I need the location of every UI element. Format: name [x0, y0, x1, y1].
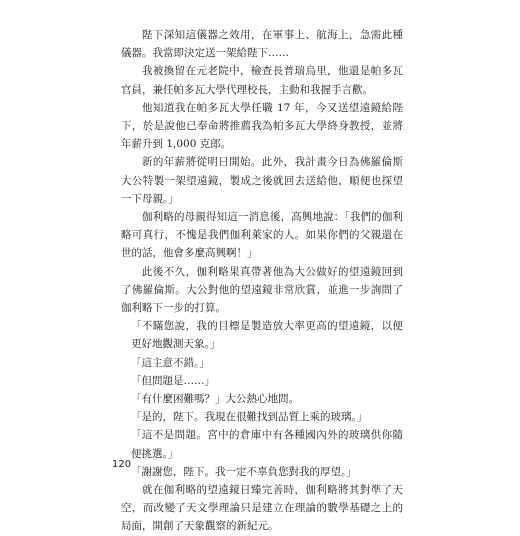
dialog-line: 「不瞞您說，我的目標是製造放大率更高的望遠鏡，以便更好地觀測天象。」	[131, 320, 403, 351]
paragraph: 新的年薪將從明日開始。此外，我計畫今日為佛羅倫斯大公特製一架望遠鏡，製成之後就回去送給他，順便也探望一下母親。」	[121, 156, 403, 205]
text-body	[121, 26, 403, 536]
paragraph: 陛下深知這儀器之效用，在軍事上、航海上，急需此種儀器。我當即決定送一架給陛下……	[121, 29, 403, 60]
paragraph: 伽利略的母親得知這一消息後，高興地說：「我們的伽利略可真行，不愧是我們伽利萊家的人。如果你們的父親還在世的話，他會多麼高興啊！」	[121, 211, 403, 260]
paragraph: 他知道我在帕多瓦大學任職 17 年，今又送望遠鏡給陛下，於是說他已奉命將推薦我為帕多瓦大學終身教授，並將年薪升到 1,000 克郎。	[121, 101, 403, 151]
page-number: 120	[112, 459, 132, 470]
dialog-line: 「這主意不錯。」	[131, 356, 210, 369]
paragraph: 我被換留在元老院中，檢查長普瑞烏里，他還是帕多瓦官員，兼任帕多瓦大學代理校長，主動和我握手言歡。	[121, 65, 403, 96]
dialog-line: 「有什麼困難嗎？」大公熱心地問。	[131, 393, 299, 406]
dialog-line: 「謝謝您，陛下。我一定不辜負您對我的厚望。」	[131, 465, 357, 478]
paragraph: 此後不久，伽利略果真帶著他為大公做好的望遠鏡回到了佛羅倫斯。大公對他的望遠鏡非常欣賞，並進一步詢問了伽利略下一步的打算。	[121, 265, 403, 315]
dialog-line: 「這不是問題。宮中的倉庫中有各種國內外的玻璃供你隨便挑選。」	[131, 429, 403, 460]
dialog-line: 「但問題是……」	[131, 374, 215, 387]
paragraph: 就在伽利略的望遠鏡日臻完善時，伽利略將其對準了天空，而改變了天文學理論只是建立在理論的數學基礎之上的局面，開創了天象觀察的新紀元。	[121, 484, 403, 533]
dialog-line: 「是的，陛下。我現在很難找到品質上乘的玻璃。」	[131, 411, 368, 424]
